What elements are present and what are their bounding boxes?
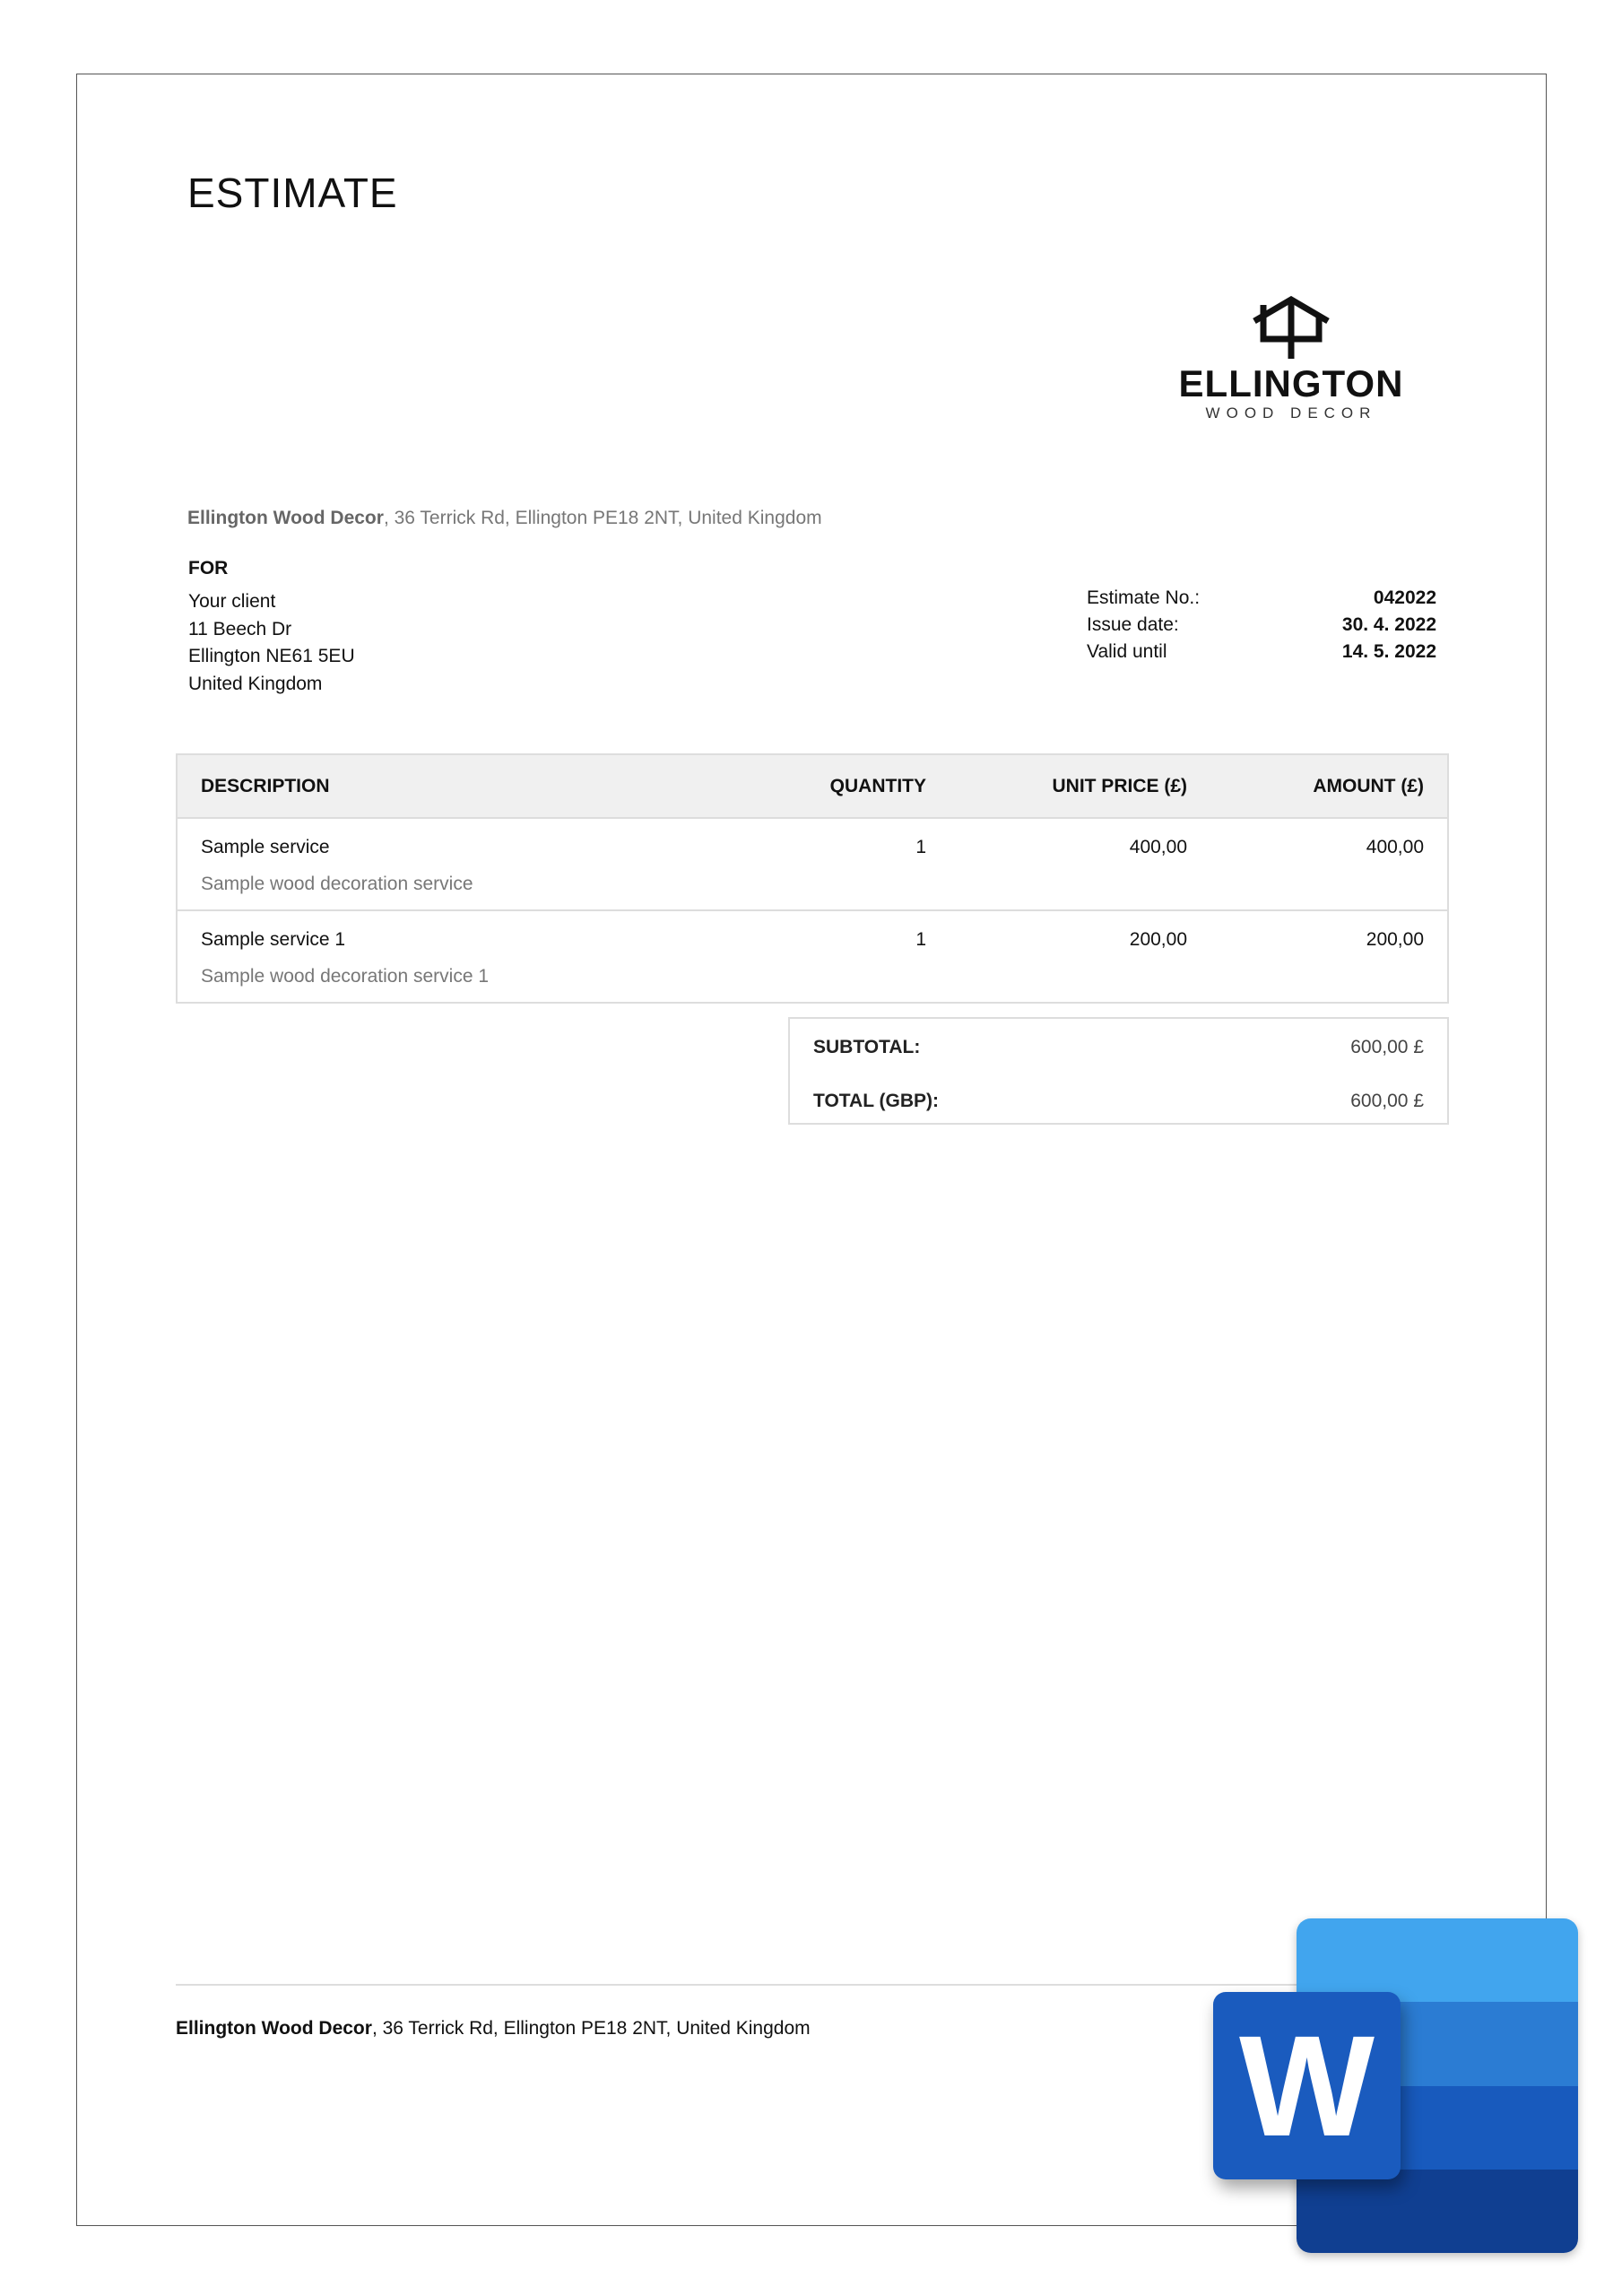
item-unit-price: 400,00	[1129, 837, 1187, 857]
client-line: United Kingdom	[188, 673, 323, 694]
meta-value: 14. 5. 2022	[1341, 641, 1436, 662]
item-quantity: 1	[915, 837, 926, 857]
table-header	[178, 755, 1447, 819]
footer-company-name: Ellington Wood Decor	[176, 2018, 372, 2039]
meta-label: Valid until	[1087, 641, 1167, 662]
item-quantity: 1	[915, 929, 926, 950]
document-title: ESTIMATE	[187, 170, 398, 216]
item-amount: 400,00	[1366, 837, 1424, 857]
item-name: Sample service 1	[201, 929, 346, 950]
subtotal-value: 600,00 £	[1350, 1037, 1424, 1057]
meta-label: Estimate No.:	[1087, 587, 1201, 608]
item-description: Sample wood decoration service	[201, 874, 473, 894]
meta-value: 30. 4. 2022	[1341, 614, 1436, 635]
totals-box	[788, 1017, 1449, 1125]
footer-divider	[176, 1984, 1297, 1986]
seller-address-text: , 36 Terrick Rd, Ellington PE18 2NT, United Kingdom	[383, 508, 822, 528]
company-logo	[1175, 296, 1408, 422]
logo-tagline: WOOD DECOR	[1205, 404, 1377, 422]
footer-address-text: , 36 Terrick Rd, Ellington PE18 2NT, United Kingdom	[371, 2018, 811, 2039]
client-line: Ellington NE61 5EU	[188, 646, 355, 666]
word-icon	[1213, 1918, 1581, 2255]
header-amount: AMOUNT (£)	[1313, 775, 1424, 796]
total-value: 600,00 £	[1350, 1091, 1424, 1111]
valid-until	[1087, 639, 1436, 665]
client-address	[188, 588, 355, 698]
logo-name: ELLINGTON	[1178, 362, 1404, 404]
client-line: Your client	[188, 591, 276, 612]
estimate-meta	[1087, 585, 1436, 665]
seller-name: Ellington Wood Decor	[187, 508, 384, 528]
issue-date	[1087, 612, 1436, 639]
client-line: 11 Beech Dr	[188, 618, 292, 639]
item-description: Sample wood decoration service 1	[201, 966, 490, 987]
header-quantity: QUANTITY	[829, 775, 926, 796]
header-unit-price: UNIT PRICE (£)	[1052, 775, 1187, 796]
subtotal-label: SUBTOTAL:	[813, 1037, 921, 1057]
footer-address	[176, 2018, 811, 2039]
client-label: FOR	[188, 558, 229, 578]
item-name: Sample service	[201, 837, 330, 857]
item-unit-price: 200,00	[1129, 929, 1187, 950]
header-description: DESCRIPTION	[201, 775, 330, 796]
line-items-table	[176, 753, 1449, 1004]
table-row	[178, 909, 1447, 1002]
meta-label: Issue date:	[1087, 614, 1179, 635]
table-row	[178, 819, 1447, 909]
item-amount: 200,00	[1366, 929, 1424, 950]
word-letter-tile: W	[1213, 1992, 1401, 2179]
seller-address	[187, 508, 822, 529]
house-icon	[1251, 296, 1331, 361]
estimate-number	[1087, 585, 1436, 612]
meta-value: 042022	[1373, 587, 1436, 608]
total-label: TOTAL (GBP):	[813, 1091, 939, 1111]
